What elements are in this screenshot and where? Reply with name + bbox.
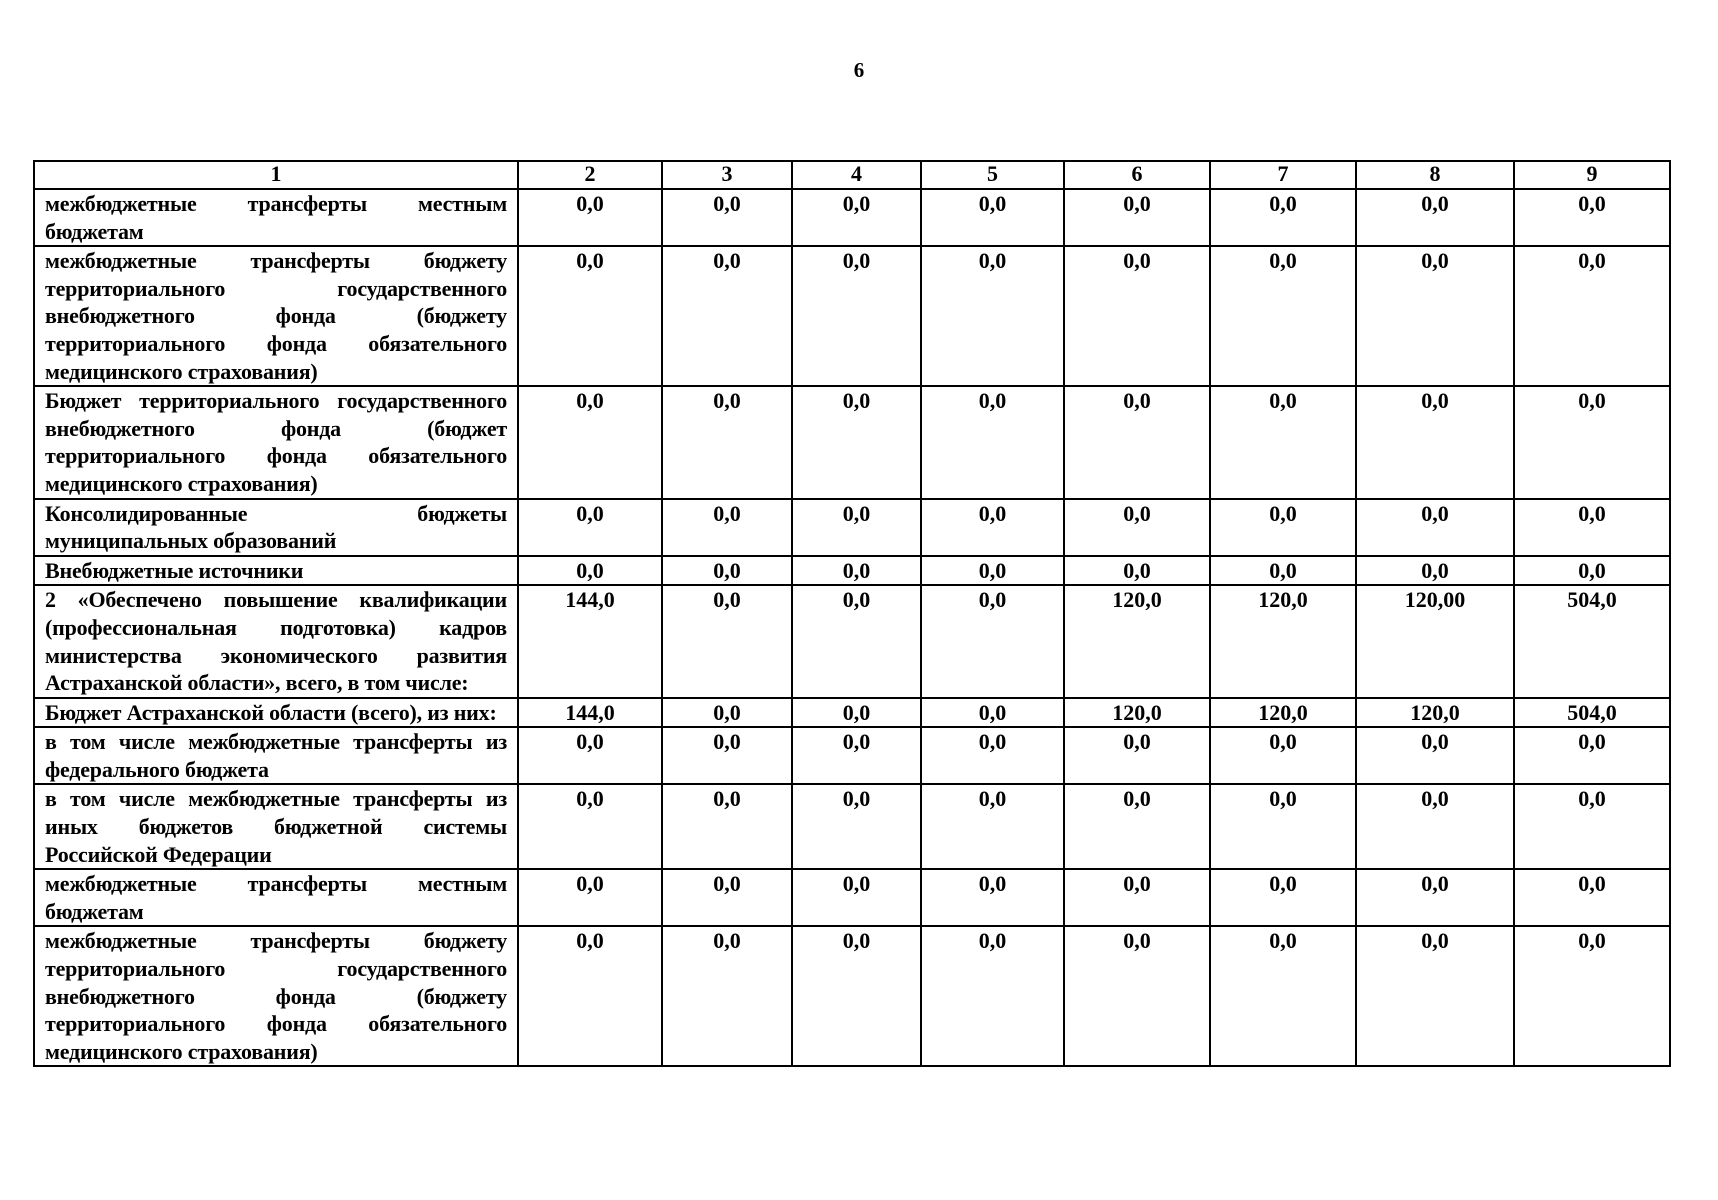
row-value: 0,0 — [921, 246, 1064, 386]
row-value: 0,0 — [662, 556, 792, 586]
row-value: 0,0 — [1356, 386, 1514, 498]
row-value: 0,0 — [1064, 926, 1210, 1066]
row-value: 504,0 — [1514, 698, 1670, 728]
row-value: 0,0 — [921, 585, 1064, 697]
row-value: 0,0 — [1064, 189, 1210, 246]
row-value: 0,0 — [1356, 246, 1514, 386]
row-value: 0,0 — [792, 784, 921, 869]
row-value: 0,0 — [662, 189, 792, 246]
row-value: 0,0 — [1514, 727, 1670, 784]
row-label: Бюджет территориального государственного внебюджетного фонда (бюджет территориального фонда обязательного медицинского страхования) — [34, 386, 518, 498]
row-label: межбюджетные трансферты бюджету территориального государственного внебюджетного фонда (бюджету территориального фонда обязательного медицинского страхования) — [34, 926, 518, 1066]
row-value: 0,0 — [1210, 246, 1356, 386]
row-value: 0,0 — [1356, 869, 1514, 926]
row-value: 0,0 — [1210, 189, 1356, 246]
row-value: 0,0 — [662, 727, 792, 784]
row-value: 0,0 — [921, 698, 1064, 728]
row-value: 0,0 — [1514, 189, 1670, 246]
row-value: 0,0 — [792, 499, 921, 556]
row-value: 0,0 — [921, 556, 1064, 586]
row-label: 2 «Обеспечено повышение квалификации (профессиональная подготовка) кадров министерства экономического развития Астраханской области», всего, в том числе: — [34, 585, 518, 697]
column-header: 1 — [34, 161, 518, 189]
table-row — [34, 499, 1670, 556]
row-value: 0,0 — [1064, 556, 1210, 586]
row-label: межбюджетные трансферты местным бюджетам — [34, 189, 518, 246]
row-value: 0,0 — [662, 585, 792, 697]
row-label: Внебюджетные источники — [34, 556, 518, 586]
row-value: 0,0 — [1356, 926, 1514, 1066]
page-number: 6 — [853, 58, 865, 82]
row-value: 0,0 — [1210, 727, 1356, 784]
row-value: 0,0 — [518, 727, 662, 784]
row-value: 0,0 — [1514, 869, 1670, 926]
budget-table — [33, 160, 1671, 1067]
row-value: 0,0 — [1356, 784, 1514, 869]
row-value: 0,0 — [1064, 727, 1210, 784]
row-value: 0,0 — [792, 585, 921, 697]
row-value: 0,0 — [1514, 386, 1670, 498]
row-value: 504,0 — [1514, 585, 1670, 697]
row-label: Консолидированные бюджеты муниципальных образований — [34, 499, 518, 556]
header-row — [34, 161, 1670, 189]
row-value: 144,0 — [518, 698, 662, 728]
column-header: 9 — [1514, 161, 1670, 189]
row-value: 0,0 — [921, 189, 1064, 246]
table-row — [34, 698, 1670, 728]
row-value: 0,0 — [792, 246, 921, 386]
column-header: 5 — [921, 161, 1064, 189]
row-label: межбюджетные трансферты местным бюджетам — [34, 869, 518, 926]
table-row — [34, 585, 1670, 697]
row-value: 0,0 — [1064, 869, 1210, 926]
row-value: 0,0 — [662, 869, 792, 926]
row-value: 0,0 — [1514, 784, 1670, 869]
table-row — [34, 926, 1670, 1066]
row-value: 0,0 — [1514, 926, 1670, 1066]
row-value: 0,0 — [1210, 499, 1356, 556]
table-row — [34, 784, 1670, 869]
row-value: 120,00 — [1356, 585, 1514, 697]
row-label: Бюджет Астраханской области (всего), из них: — [34, 698, 518, 728]
row-label: в том числе межбюджетные трансферты из иных бюджетов бюджетной системы Российской Федерации — [34, 784, 518, 869]
row-label: межбюджетные трансферты бюджету территориального государственного внебюджетного фонда (бюджету территориального фонда обязательного медицинского страхования) — [34, 246, 518, 386]
row-value: 0,0 — [792, 698, 921, 728]
row-value: 0,0 — [792, 869, 921, 926]
row-value: 0,0 — [518, 926, 662, 1066]
row-value: 0,0 — [921, 386, 1064, 498]
row-value: 0,0 — [518, 556, 662, 586]
row-value: 0,0 — [792, 926, 921, 1066]
row-value: 0,0 — [792, 189, 921, 246]
column-header: 8 — [1356, 161, 1514, 189]
row-value: 0,0 — [518, 869, 662, 926]
row-value: 0,0 — [518, 499, 662, 556]
row-value: 0,0 — [792, 386, 921, 498]
row-value: 0,0 — [1210, 869, 1356, 926]
row-value: 120,0 — [1210, 585, 1356, 697]
row-value: 0,0 — [518, 189, 662, 246]
table-row — [34, 386, 1670, 498]
row-value: 0,0 — [792, 727, 921, 784]
row-value: 0,0 — [1210, 926, 1356, 1066]
row-value: 0,0 — [518, 246, 662, 386]
column-header: 2 — [518, 161, 662, 189]
row-label: в том числе межбюджетные трансферты из федерального бюджета — [34, 727, 518, 784]
row-value: 0,0 — [792, 556, 921, 586]
row-value: 0,0 — [518, 784, 662, 869]
row-value: 144,0 — [518, 585, 662, 697]
row-value: 0,0 — [1210, 556, 1356, 586]
row-value: 0,0 — [1064, 784, 1210, 869]
column-header: 4 — [792, 161, 921, 189]
row-value: 0,0 — [662, 784, 792, 869]
row-value: 0,0 — [1514, 246, 1670, 386]
row-value: 0,0 — [662, 499, 792, 556]
table-row — [34, 189, 1670, 246]
row-value: 0,0 — [1064, 246, 1210, 386]
table-row — [34, 727, 1670, 784]
row-value: 0,0 — [1514, 499, 1670, 556]
row-value: 0,0 — [1356, 727, 1514, 784]
row-value: 0,0 — [1064, 386, 1210, 498]
table-row — [34, 246, 1670, 386]
row-value: 120,0 — [1210, 698, 1356, 728]
column-header: 6 — [1064, 161, 1210, 189]
row-value: 0,0 — [1356, 556, 1514, 586]
table-row — [34, 556, 1670, 586]
row-value: 0,0 — [662, 246, 792, 386]
column-header: 7 — [1210, 161, 1356, 189]
row-value: 0,0 — [662, 926, 792, 1066]
row-value: 0,0 — [1514, 556, 1670, 586]
row-value: 0,0 — [921, 499, 1064, 556]
row-value: 120,0 — [1064, 698, 1210, 728]
row-value: 0,0 — [1064, 499, 1210, 556]
row-value: 120,0 — [1064, 585, 1210, 697]
row-value: 0,0 — [921, 869, 1064, 926]
column-header: 3 — [662, 161, 792, 189]
row-value: 0,0 — [921, 784, 1064, 869]
row-value: 0,0 — [518, 386, 662, 498]
row-value: 0,0 — [1210, 784, 1356, 869]
row-value: 120,0 — [1356, 698, 1514, 728]
row-value: 0,0 — [1356, 499, 1514, 556]
row-value: 0,0 — [1210, 386, 1356, 498]
row-value: 0,0 — [1356, 189, 1514, 246]
row-value: 0,0 — [662, 698, 792, 728]
table-row — [34, 869, 1670, 926]
row-value: 0,0 — [921, 727, 1064, 784]
row-value: 0,0 — [662, 386, 792, 498]
row-value: 0,0 — [921, 926, 1064, 1066]
